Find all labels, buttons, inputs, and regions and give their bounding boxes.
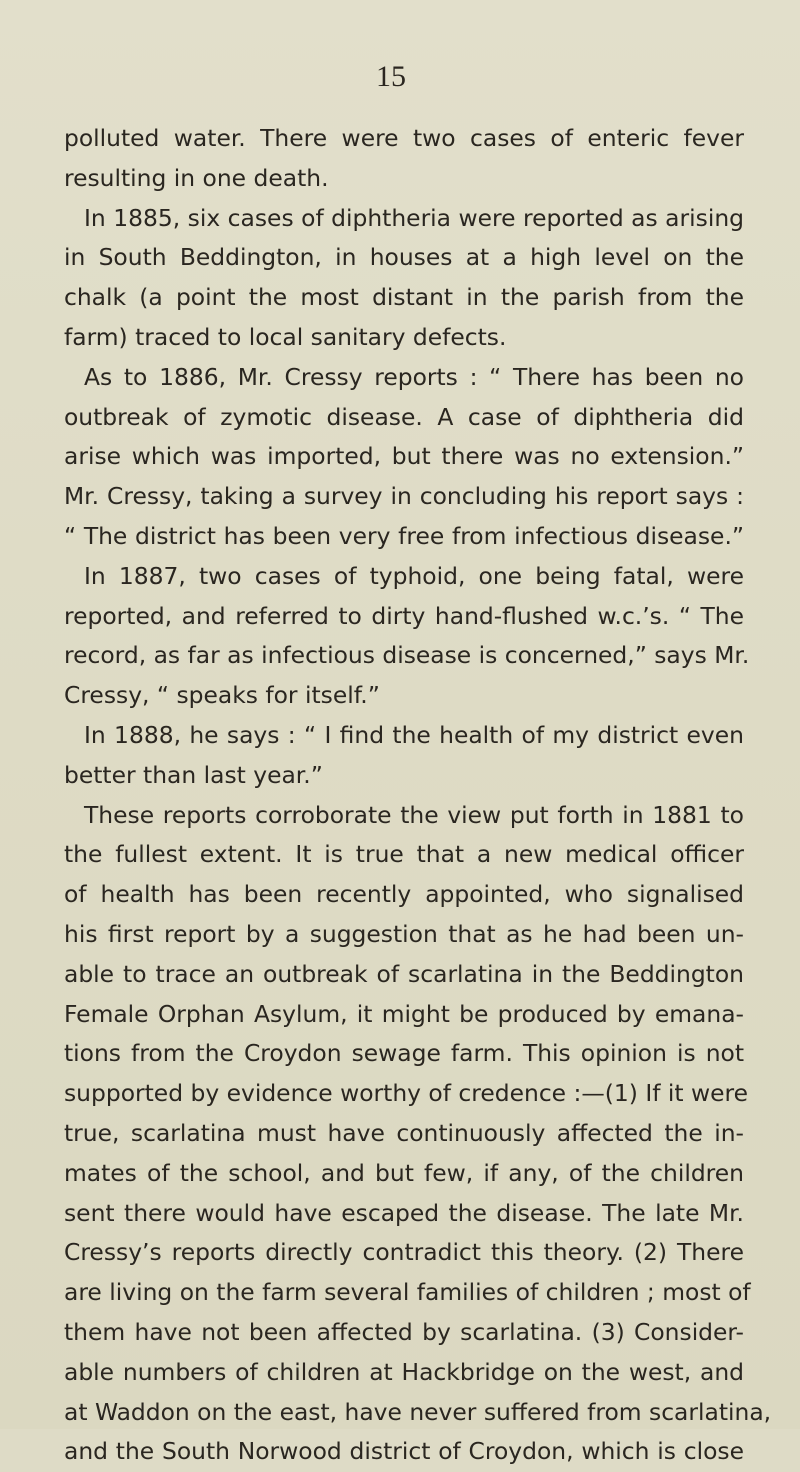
text-line: mates of the school, and but few, if any, of the children	[64, 1158, 744, 1187]
text-line: farm) traced to local sanitary defects.	[64, 322, 507, 351]
text-line: Female Orphan Asylum, it might be produced by emana-	[64, 999, 744, 1028]
text-line: supported by evidence worthy of credence :—(1) If it were	[64, 1079, 749, 1108]
text-line: tions from the Croydon sewage farm. This opinion is not	[64, 1039, 744, 1068]
text-line: In 1888, he says : “ I find the health of my district even	[84, 720, 744, 749]
text-line: arise which was imported, but there was no extension.”	[64, 442, 744, 471]
text-line: his first report by a suggestion that as he had been un-	[64, 919, 744, 948]
text-line: Cressy, “ speaks for itself.”	[64, 681, 380, 710]
text-line: polluted water. There were two cases of enteric fever	[64, 124, 744, 152]
page-number: 15	[376, 60, 406, 93]
text-line: in South Beddington, in houses at a high level on the	[64, 243, 744, 272]
text-line: able numbers of children at Hackbridge on the west, and	[64, 1357, 744, 1386]
text-line: These reports corroborate the view put forth in 1881 to	[84, 800, 744, 829]
text-line: resulting in one death.	[64, 163, 329, 192]
text-line: them have not been affected by scarlatina. (3) Consider-	[64, 1317, 744, 1346]
text-line: reported, and referred to dirty hand-flushed w.c.’s. “ The	[64, 601, 744, 630]
text-line: the fullest extent. It is true that a new medical officer	[64, 840, 744, 869]
text-line: In 1887, two cases of typhoid, one being fatal, were	[84, 561, 744, 590]
text-line: able to trace an outbreak of scarlatina in the Beddington	[64, 959, 744, 988]
text-line: are living on the farm several families of children ; most of	[64, 1278, 751, 1307]
text-line: record, as far as infectious disease is concerned,” says Mr.	[64, 641, 750, 670]
text-line: at Waddon on the east, have never suffered from scarlatina,	[64, 1397, 772, 1426]
text-line: “ The district has been very free from infectious disease.”	[64, 521, 744, 550]
text-line: Cressy’s reports directly contradict this theory. (2) There	[64, 1238, 744, 1267]
text-line: chalk (a point the most distant in the parish from the	[64, 283, 744, 312]
text-line: sent there would have escaped the disease. The late Mr.	[64, 1198, 744, 1227]
text-line: better than last year.”	[64, 760, 323, 789]
text-line: As to 1886, Mr. Cressy reports : “ There has been no	[84, 362, 744, 391]
text-line: In 1885, six cases of diphtheria were reported as arising	[84, 203, 744, 232]
text-line: true, scarlatina must have continuously affected the in-	[64, 1118, 744, 1147]
text-line: outbreak of zymotic disease. A case of diphtheria did	[64, 402, 744, 431]
text-line: of health has been recently appointed, who signalised	[64, 880, 744, 909]
text-line: Mr. Cressy, taking a survey in concluding his report says :	[64, 482, 744, 511]
body-text	[64, 119, 772, 1472]
text-line: and the South Norwood district of Croydon, which is close	[64, 1437, 744, 1466]
